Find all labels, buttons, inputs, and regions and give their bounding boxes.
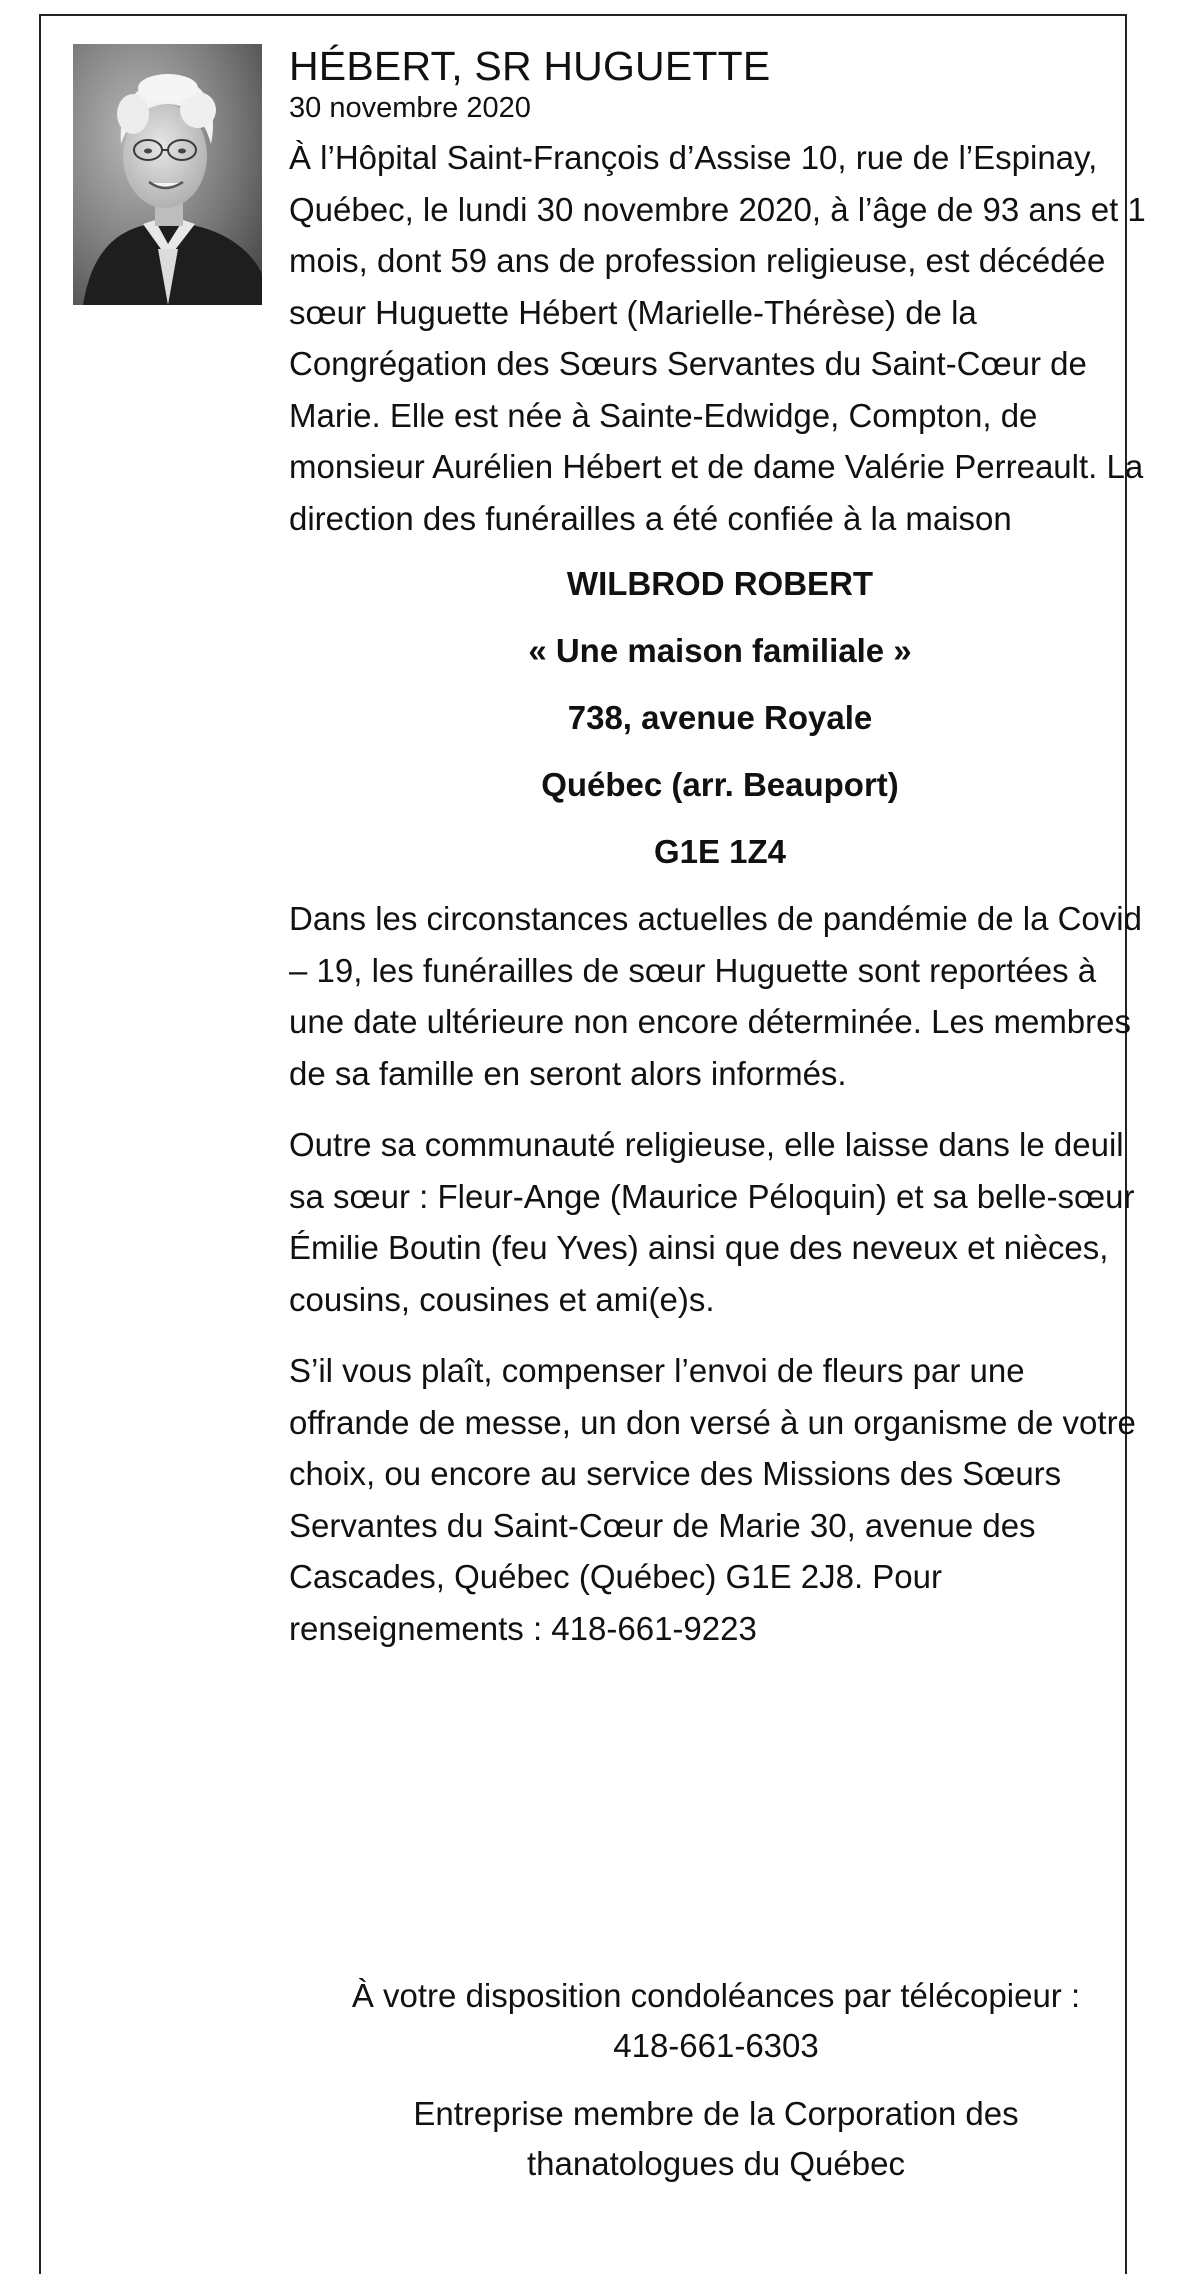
donations-paragraph: S’il vous plaît, compenser l’envoi de fleurs par une offrande de messe, un don versé à un organisme de votre choix, ou encore au service des Missions des Sœurs Servantes du Saint-Cœur de Marie 30, avenue des Cascades, Québec (Québec) G1E 2J8. Pour renseignements : 418-661-9223 — [289, 1352, 1136, 1647]
obituary-text-column — [289, 42, 1151, 1654]
portrait-image — [73, 44, 262, 305]
covid-paragraph: Dans les circonstances actuelles de pandémie de la Covid – 19, les funérailles de sœur Huguette sont reportées à une date ultérieure non encore déterminée. Les membres de sa famille en seront alors informés. — [289, 900, 1142, 1092]
funeral-home-slogan: « Une maison familiale » — [528, 632, 912, 669]
deceased-name: HÉBERT, SR HUGUETTE — [289, 43, 771, 89]
intro-paragraph: À l’Hôpital Saint-François d’Assise 10, rue de l’Espinay, Québec, le lundi 30 novembre 2020, à l’âge de 93 ans et 1 mois, dont 59 ans de profession religieuse, est décédée sœur Huguette Hébert (Marielle-Thérèse) de la Congrégation des Sœurs Servantes du Saint-Cœur de Marie. Elle est née à Sainte-Edwidge, Compton, de monsieur Aurélien Hébert et de dame Valérie Perreault. La direction des funérailles a été confiée à la maison — [289, 139, 1146, 537]
funeral-home-city: Québec (arr. Beauport) — [541, 766, 899, 803]
membership-block — [281, 2089, 1151, 2189]
membership-line-2: thanatologues du Québec — [527, 2145, 905, 2182]
condolences-block — [281, 1971, 1151, 2071]
survivors-paragraph: Outre sa communauté religieuse, elle laisse dans le deuil sa sœur : Fleur-Ange (Maurice Péloquin) et sa belle-sœur Émilie Boutin (feu Yves) ainsi que des neveux et nièces, cousins, cousines et ami(e)s. — [289, 1126, 1135, 1318]
funeral-home-postal-code: G1E 1Z4 — [653, 833, 787, 870]
funeral-home-block — [289, 550, 1151, 885]
obituary-notice — [39, 14, 1146, 2274]
membership-line-1: Entreprise membre de la Corporation des — [413, 2095, 1019, 2132]
condolences-label: À votre disposition condoléances par télécopieur : — [351, 1977, 1081, 2014]
death-date: 30 novembre 2020 — [289, 92, 531, 124]
funeral-home-name: WILBROD ROBERT — [566, 565, 874, 602]
condolences-fax: 418-661-6303 — [613, 2027, 819, 2064]
portrait-photo — [73, 44, 262, 305]
funeral-home-street: 738, avenue Royale — [567, 699, 873, 736]
